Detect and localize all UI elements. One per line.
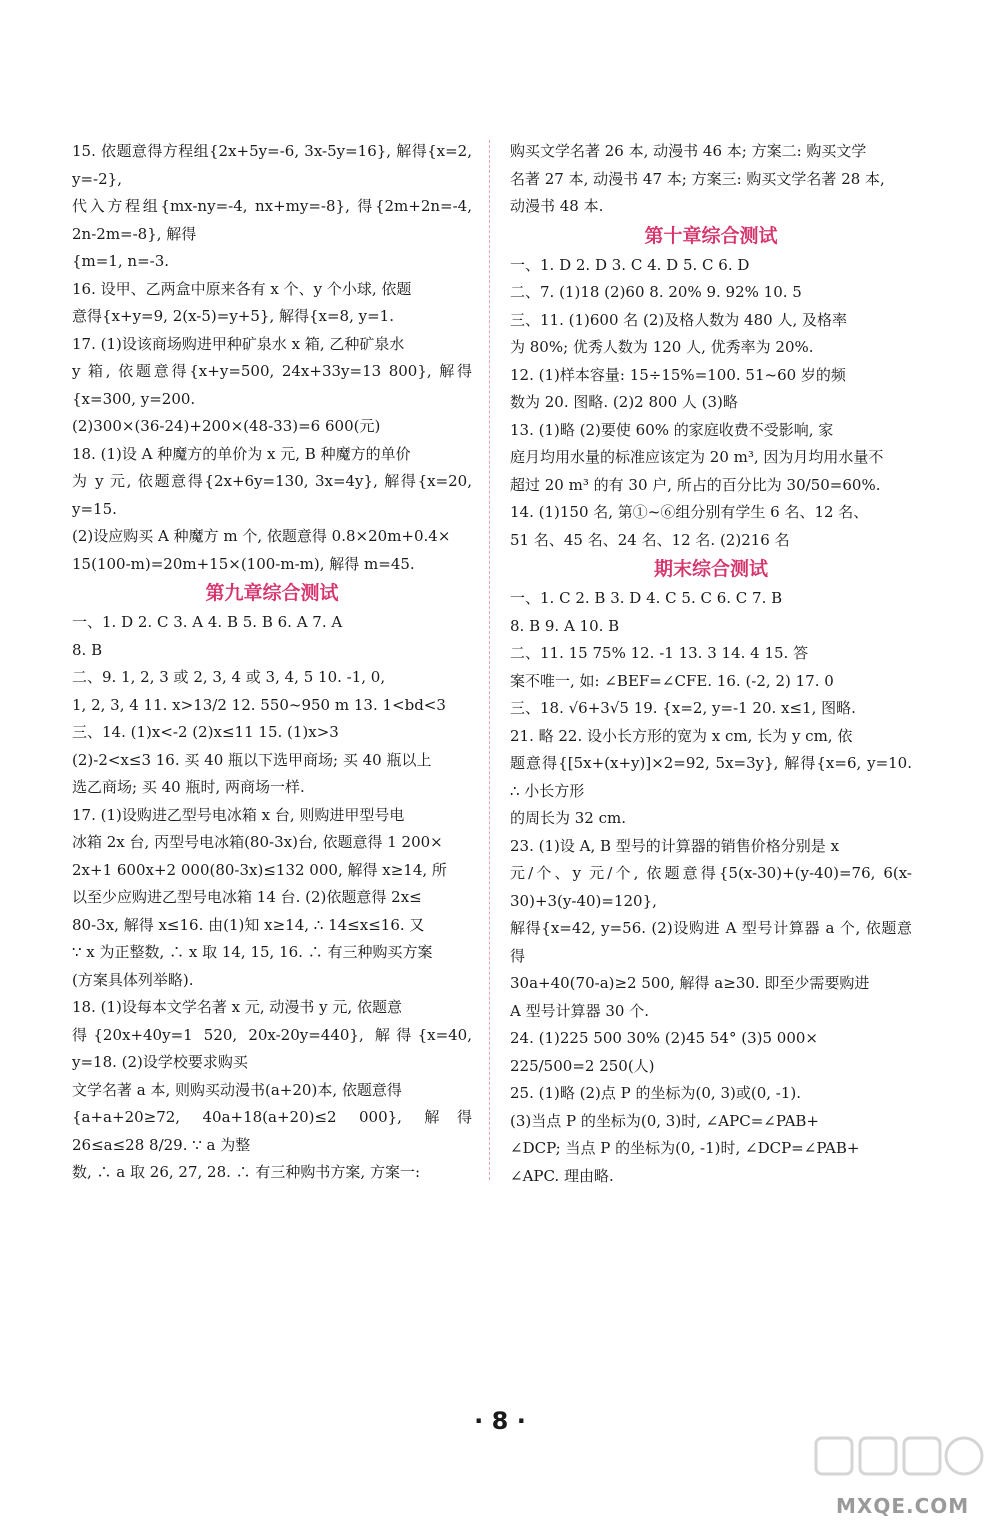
section-heading: 期末综合测试: [653, 558, 768, 580]
answer-line: 解得{x=42, y=56. (2)设购进 A 型号计算器 a 个, 依题意得: [510, 919, 912, 965]
answer-line: 51 名、45 名、24 名、12 名. (2)216 名: [510, 530, 790, 549]
section-heading: 第十章综合测试: [644, 224, 778, 247]
answer-line: 8. B: [72, 640, 103, 659]
answer-line: ∠APC. 理由略.: [510, 1166, 614, 1185]
answer-line: 文学名著 a 本, 则购买动漫书(a+20)本, 依题意得: [72, 1080, 402, 1099]
answer-line: 15. 依题意得方程组{2x+5y=-6, 3x-5y=16}, 解得{x=2, y=-2},: [72, 142, 472, 188]
answer-line: ∵ x 为正整数, ∴ x 取 14, 15, 16. ∴ 有三种购买方案: [72, 943, 433, 961]
answer-line: 动漫书 48 本.: [510, 197, 604, 215]
answer-line: (2)设应购买 A 种魔方 m 个, 依题意得 0.8×20m+0.4×: [72, 527, 451, 545]
answer-line: 三、11. (1)600 名 (2)及格人数为 480 人, 及格率: [510, 310, 847, 329]
answer-line: 三、14. (1)x<-2 (2)x≤11 15. (1)x>3: [72, 723, 339, 741]
answer-line: (3)当点 P 的坐标为(0, 3)时, ∠APC=∠PAB+: [510, 1111, 819, 1130]
answer-line: 8. B 9. A 10. B: [510, 616, 620, 635]
answer-line: {a+a+20≥72, 40a+18(a+20)≤2 000}, 解得 26≤a≤28 8/29. ∵ a 为整: [72, 1108, 472, 1154]
answer-line: ∠DCP; 当点 P 的坐标为(0, -1)时, ∠DCP=∠PAB+: [510, 1139, 860, 1157]
answer-line: 冰箱 2x 台, 丙型号电冰箱(80-3x)台, 依题意得 1 200×: [72, 833, 443, 851]
answer-line: 购买文学名著 26 本, 动漫书 46 本; 方案二: 购买文学: [510, 142, 867, 160]
answer-line: 数为 20. 图略. (2)2 800 人 (3)略: [510, 393, 738, 411]
answer-line: 23. (1)设 A, B 型号的计算器的销售价格分别是 x: [510, 836, 840, 855]
watermark-text: MXQE.COM: [836, 1494, 970, 1518]
answer-line: 二、9. 1, 2, 3 或 2, 3, 4 或 3, 4, 5 10. -1, 0,: [72, 668, 386, 686]
answer-line: 14. (1)150 名, 第①~⑥组分别有学生 6 名、12 名、: [510, 503, 869, 521]
answer-line: 80-3x, 解得 x≤16. 由(1)知 x≥14, ∴ 14≤x≤16. 又: [72, 915, 425, 934]
answer-line: 18. (1)设每本文学名著 x 元, 动漫书 y 元, 依题意: [72, 998, 402, 1016]
answer-line: 15(100-m)=20m+15×(100-m-m), 解得 m=45.: [72, 554, 415, 573]
answer-line: 案不唯一, 如: ∠BEF=∠CFE. 16. (-2, 2) 17. 0: [510, 671, 834, 690]
answer-line: 2x+1 600x+2 000(80-3x)≤132 000, 解得 x≥14, 所: [72, 860, 447, 879]
answer-line: 一、1. D 2. D 3. C 4. D 5. C 6. D: [510, 255, 750, 274]
answer-line: 24. (1)225 500 30% (2)45 54° (3)5 000×: [510, 1029, 818, 1047]
column-divider: [489, 140, 490, 1180]
answer-line: {m=1, n=-3.: [72, 252, 170, 270]
answer-line: 意得{x+y=9, 2(x-5)=y+5}, 解得{x=8, y=1.: [72, 307, 394, 325]
answer-line: 三、18. √6+3√5 19. {x=2, y=-1 20. x≤1, 图略.: [510, 699, 856, 717]
section-heading: 第九章综合测试: [205, 582, 339, 604]
answer-line: 名著 27 本, 动漫书 47 本; 方案三: 购买文学名著 28 本,: [510, 169, 885, 188]
answer-line: 25. (1)略 (2)点 P 的坐标为(0, 3)或(0, -1).: [510, 1084, 802, 1102]
answer-line: 以至少应购进乙型号电冰箱 14 台. (2)依题意得 2x≤: [72, 888, 422, 906]
answer-line: (方案具体列举略).: [72, 970, 194, 989]
answer-line: 代入方程组{mx-ny=-4, nx+my=-8}, 得{2m+2n=-4, 2n-2m=-8}, 解得: [72, 197, 472, 243]
answer-line: 21. 略 22. 设小长方形的宽为 x cm, 长为 y cm, 依: [510, 726, 853, 745]
answer-line: 一、1. C 2. B 3. D 4. C 5. C 6. C 7. B: [510, 589, 783, 607]
answer-line: 30a+40(70-a)≥2 500, 解得 a≥30. 即至少需要购进: [510, 974, 870, 992]
answer-line: y 箱, 依题意得{x+y=500, 24x+33y=13 800}, 解得{x=300, y=200.: [72, 362, 472, 408]
answer-line: 为 y 元, 依题意得{2x+6y=130, 3x=4y}, 解得{x=20, y=15.: [72, 472, 472, 518]
answer-line: 17. (1)设购进乙型号电冰箱 x 台, 则购进甲型号电: [72, 805, 405, 824]
answer-line: 一、1. D 2. C 3. A 4. B 5. B 6. A 7. A: [72, 613, 343, 631]
answer-line: 为 80%; 优秀人数为 120 人, 优秀率为 20%.: [510, 338, 814, 356]
answer-line: 18. (1)设 A 种魔方的单价为 x 元, B 种魔方的单价: [72, 444, 411, 463]
right-column: [510, 138, 912, 1190]
answer-line: 13. (1)略 (2)要使 60% 的家庭收费不受影响, 家: [510, 420, 834, 439]
answer-line: A 型号计算器 30 个.: [510, 1001, 649, 1020]
answer-line: (2)300×(36-24)+200×(48-33)=6 600(元): [72, 417, 381, 435]
answer-line: 超过 20 m³ 的有 30 户, 所占的百分比为 30/50=60%.: [510, 475, 881, 494]
answer-line: 选乙商场; 买 40 瓶时, 两商场一样.: [72, 778, 305, 796]
answer-line: 二、7. (1)18 (2)60 8. 20% 9. 92% 10. 5: [510, 283, 802, 301]
answer-line: 二、11. 15 75% 12. -1 13. 3 14. 4 15. 答: [510, 644, 809, 662]
answer-line: 的周长为 32 cm.: [510, 809, 627, 827]
page-number: · 8 ·: [474, 1407, 526, 1435]
answer-line: 16. 设甲、乙两盒中原来各有 x 个、y 个小球, 依题: [72, 279, 412, 298]
answer-line: 225/500=2 250(人): [510, 1056, 655, 1075]
answer-line: (2)-2<x≤3 16. 买 40 瓶以下选甲商场; 买 40 瓶以上: [72, 750, 432, 769]
answer-line: 17. (1)设该商场购进甲种矿泉水 x 箱, 乙种矿泉水: [72, 334, 405, 353]
answer-line: 元/个、y 元/个, 依题意得{5(x-30)+(y-40)=76, 6(x-30)+3(y-40)=120},: [510, 864, 912, 910]
answer-line: 1, 2, 3, 4 11. x>13/2 12. 550~950 m 13. 1<bd<3: [72, 695, 446, 714]
answer-line: 庭月均用水量的标准应该定为 20 m³, 因为月均用水量不: [510, 448, 884, 466]
answer-line: 数, ∴ a 取 26, 27, 28. ∴ 有三种购书方案, 方案一:: [72, 1163, 421, 1181]
answer-line: 12. (1)样本容量: 15÷15%=100. 51~60 岁的频: [510, 365, 846, 384]
left-column: [72, 138, 472, 1187]
answer-line: 题意得{[5x+(x+y)]×2=92, 5x=3y}, 解得{x=6, y=10. ∴ 小长方形: [510, 754, 912, 800]
answer-line: 得{20x+40y=1 520, 20x-20y=440}, 解得{x=40, y=18. (2)设学校要求购买: [72, 1025, 472, 1071]
